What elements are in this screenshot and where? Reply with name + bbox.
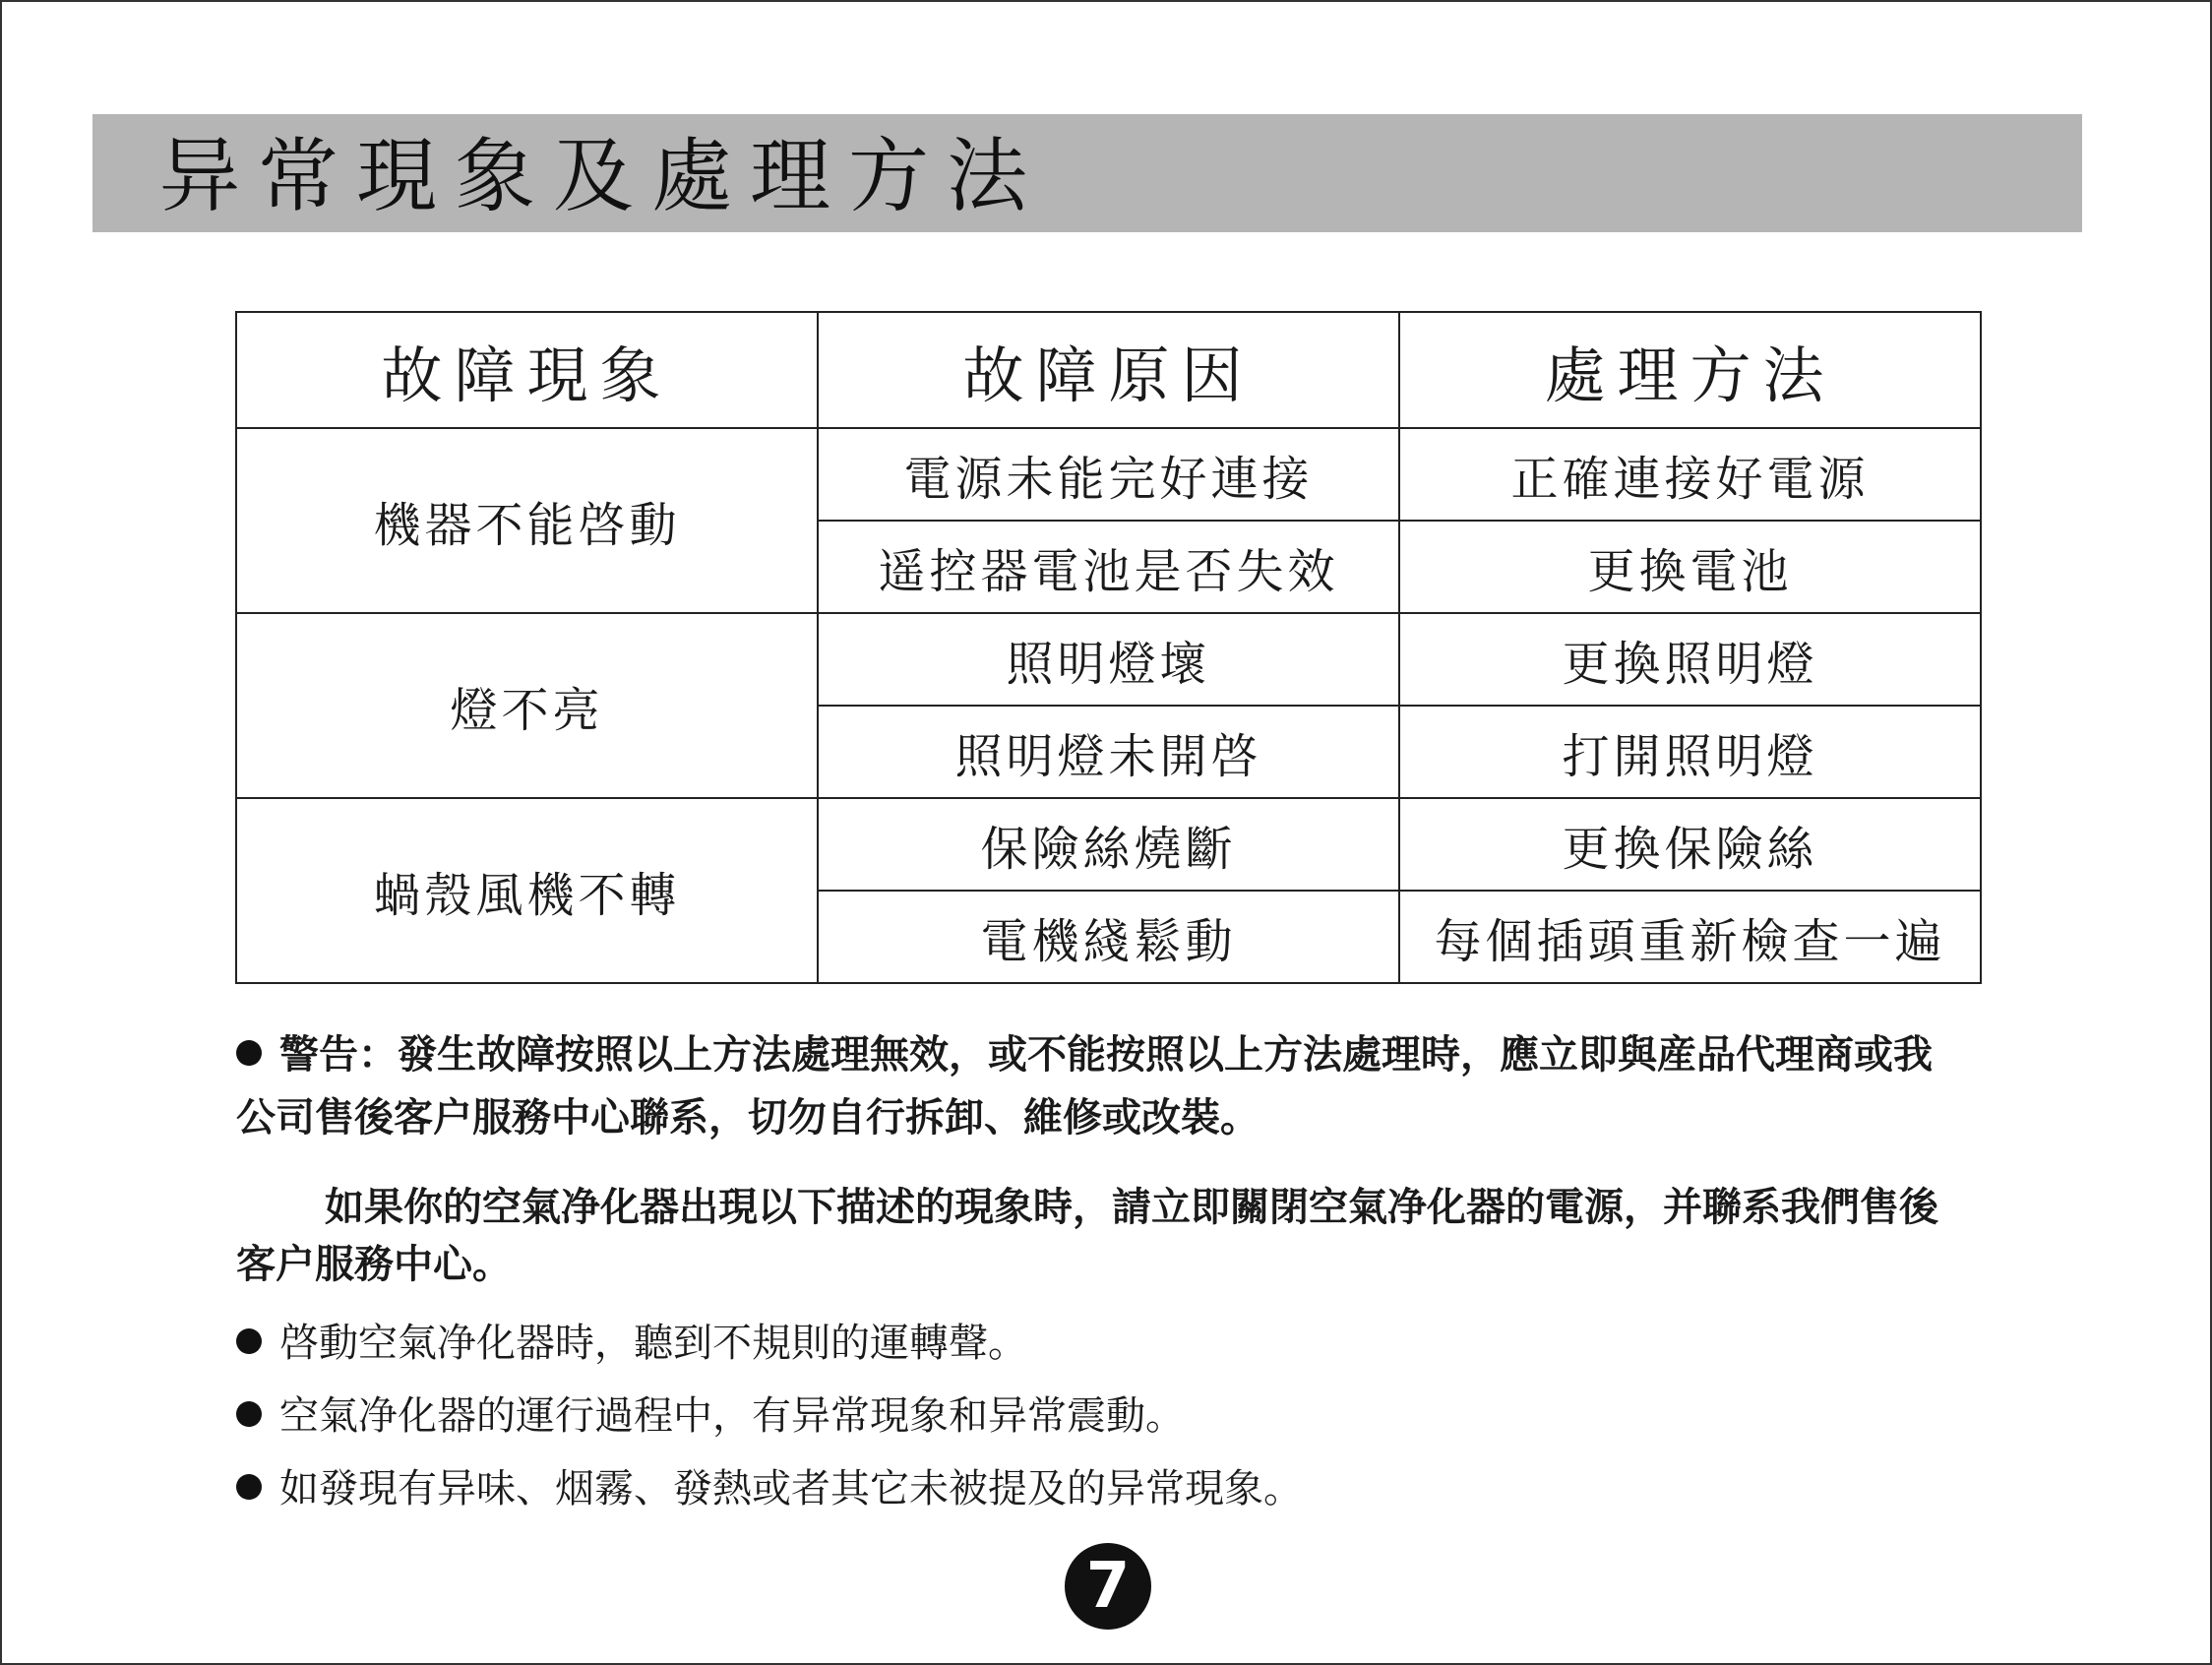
symptom-cell: 燈不亮	[236, 613, 818, 798]
troubleshooting-table	[235, 311, 1982, 984]
header-symptom: 故障現象	[236, 312, 818, 428]
solution-cell: 更換照明燈	[1399, 613, 1981, 706]
cause-cell: 照明燈未開啓	[818, 706, 1399, 798]
symptom-cell: 機器不能啓動	[236, 428, 818, 613]
cause-cell: 電源未能完好連接	[818, 428, 1399, 521]
bullet-icon	[236, 1328, 262, 1354]
page-title: 异常現象及處理方法	[159, 130, 1046, 223]
cause-cell: 遥控器電池是否失效	[818, 521, 1399, 613]
symptom-list	[236, 1307, 1968, 1525]
list-item: 如發現有异味、烟霧、發熱或者其它未被提及的异常現象。	[236, 1452, 1968, 1525]
notes-section	[236, 1023, 1968, 1525]
title-bar	[92, 114, 2082, 232]
bullet-icon	[236, 1474, 262, 1500]
cause-cell: 照明燈壞	[818, 613, 1399, 706]
list-item: 空氣净化器的運行過程中，有异常現象和异常震動。	[236, 1380, 1968, 1452]
solution-cell: 正確連接好電源	[1399, 428, 1981, 521]
page-number-badge: 7	[1065, 1543, 1151, 1630]
solution-cell: 更換保險絲	[1399, 798, 1981, 891]
bullet-icon	[236, 1040, 262, 1066]
header-solution: 處理方法	[1399, 312, 1981, 428]
table-row	[236, 613, 1981, 706]
cause-cell: 保險絲燒斷	[818, 798, 1399, 891]
intro-paragraph: 如果你的空氣净化器出現以下描述的現象時，請立即關閉空氣净化器的電源，并聯系我們售後客户服務中心。	[236, 1185, 1938, 1287]
list-item: 啓動空氣净化器時，聽到不規則的運轉聲。	[236, 1307, 1968, 1380]
table-row	[236, 428, 1981, 521]
solution-cell: 打開照明燈	[1399, 706, 1981, 798]
bullet-icon	[236, 1401, 262, 1427]
symptom-cell: 蝸殼風機不轉	[236, 798, 818, 983]
solution-cell: 每個插頭重新檢查一遍	[1399, 891, 1981, 983]
table-header-row	[236, 312, 1981, 428]
warning-text: 警告：發生故障按照以上方法處理無效，或不能按照以上方法處理時，應立即與産品代理商或我公司售後客户服務中心聯系，切勿自行拆卸、維修或改裝。	[236, 1032, 1933, 1141]
solution-cell: 更換電池	[1399, 521, 1981, 613]
header-cause: 故障原因	[818, 312, 1399, 428]
warning-paragraph	[236, 1023, 1968, 1149]
cause-cell: 電機綫鬆動	[818, 891, 1399, 983]
table-row	[236, 798, 1981, 891]
